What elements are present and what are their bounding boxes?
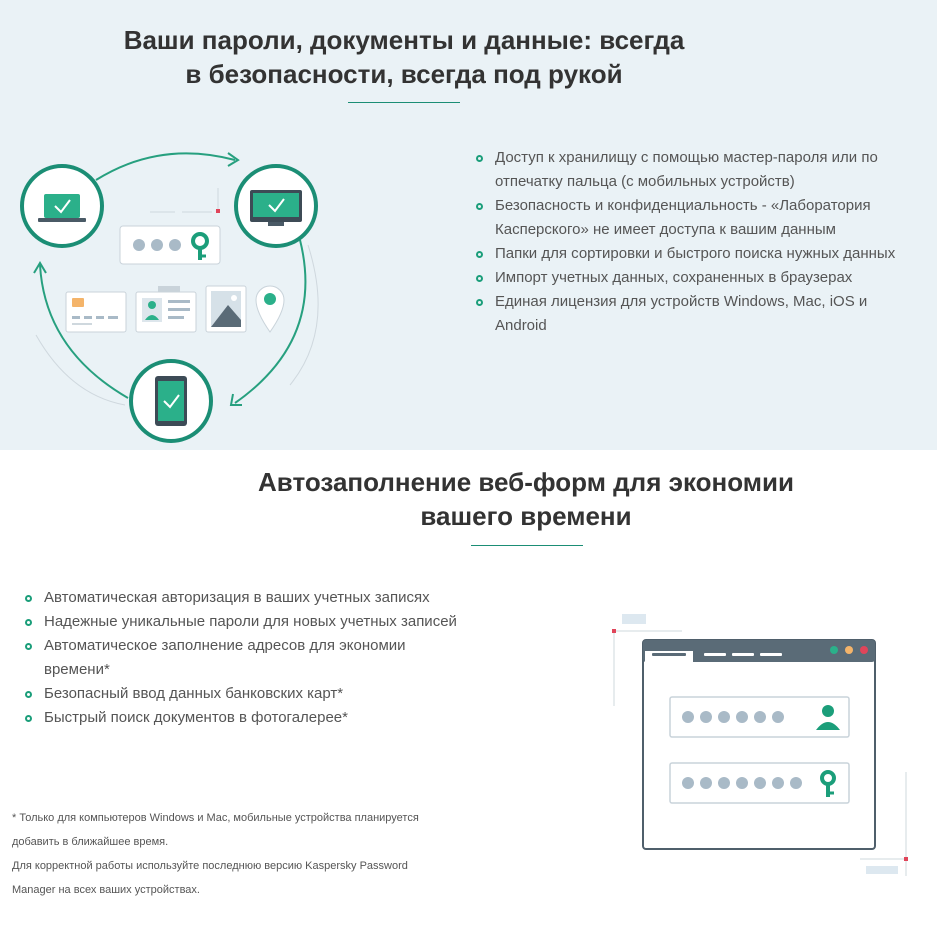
marker-dot bbox=[904, 857, 908, 861]
autofill-title-line-1: Автозаполнение веб-форм для экономии bbox=[258, 467, 794, 497]
bullet-icon bbox=[25, 691, 32, 698]
location-pin-icon bbox=[256, 286, 284, 332]
autofill-section-title bbox=[120, 465, 932, 533]
footnote bbox=[12, 806, 482, 902]
devices-sync-illustration bbox=[0, 130, 340, 445]
browser-window bbox=[643, 640, 875, 849]
feature-item: Надежные уникальные пароли для новых учетных записей bbox=[22, 610, 462, 634]
feature-item: Папки для сортировки и быстрого поиска нужных данных bbox=[473, 242, 923, 266]
bullet-icon bbox=[476, 251, 483, 258]
security-title-underline bbox=[348, 102, 460, 103]
marker-dot bbox=[216, 209, 220, 213]
footnote-line: Для корректной работы используйте последнюю версию Kaspersky Password bbox=[12, 860, 408, 872]
feature-item: Быстрый поиск документов в фотогалерее* bbox=[22, 706, 462, 730]
feature-item: Единая лицензия для устройств Windows, Mac, iOS и Android bbox=[473, 290, 923, 338]
bullet-icon bbox=[476, 203, 483, 210]
password-card bbox=[120, 226, 220, 264]
feature-item: Доступ к хранилищу с помощью мастер-пароля или по отпечатку пальца (с мобильных устройств) bbox=[473, 146, 923, 194]
bullet-icon bbox=[476, 275, 483, 282]
footnote-line: * Только для компьютеров Windows и Mac, мобильные устройства планируется bbox=[12, 812, 419, 824]
security-section-title bbox=[0, 23, 808, 91]
security-feature-list bbox=[473, 146, 923, 338]
phone-icon bbox=[131, 361, 211, 441]
autofill-feature-list bbox=[22, 586, 462, 730]
bullet-icon bbox=[476, 299, 483, 306]
autofill-title-line-2: вашего времени bbox=[420, 501, 632, 531]
feature-item: Безопасность и конфиденциальность - «Лаборатория Касперского» не имеет доступа к вашим данным bbox=[473, 194, 923, 242]
feature-item: Импорт учетных данных, сохраненных в браузерах bbox=[473, 266, 923, 290]
monitor-icon bbox=[236, 166, 316, 246]
id-badge-icon bbox=[136, 286, 196, 332]
bullet-icon bbox=[25, 715, 32, 722]
footnote-line: добавить в ближайшее время. bbox=[12, 836, 169, 848]
feature-item: Автоматическая авторизация в ваших учетных записях bbox=[22, 586, 462, 610]
photo-icon bbox=[206, 286, 246, 332]
password-field bbox=[670, 763, 849, 803]
bullet-icon bbox=[25, 595, 32, 602]
autofill-title-underline bbox=[471, 545, 583, 546]
marker-dot bbox=[612, 629, 616, 633]
autofill-form-illustration bbox=[590, 605, 920, 885]
bullet-icon bbox=[476, 155, 483, 162]
security-title-line-2: в безопасности, всегда под рукой bbox=[185, 59, 623, 89]
bullet-icon bbox=[25, 619, 32, 626]
username-field bbox=[670, 697, 849, 737]
feature-item: Автоматическое заполнение адресов для экономии времени* bbox=[22, 634, 462, 682]
footnote-line: Manager на всех ваших устройствах. bbox=[12, 884, 200, 896]
bank-card-icon bbox=[66, 292, 126, 332]
laptop-icon bbox=[22, 166, 102, 246]
security-title-line-1: Ваши пароли, документы и данные: всегда bbox=[123, 25, 685, 55]
feature-item: Безопасный ввод данных банковских карт* bbox=[22, 682, 462, 706]
bullet-icon bbox=[25, 643, 32, 650]
